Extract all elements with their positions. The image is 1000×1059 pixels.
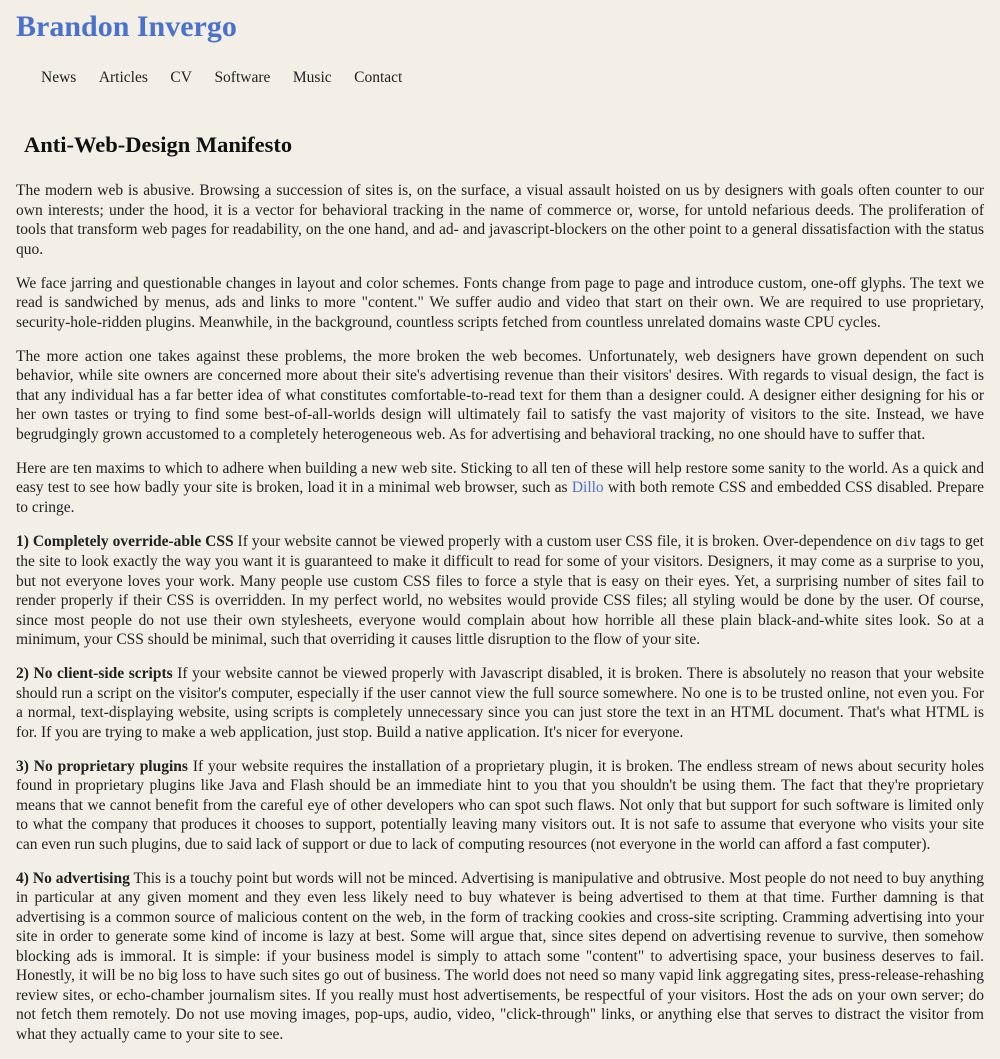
nav-contact[interactable]: Contact	[354, 69, 403, 86]
article-title: Anti-Web-Design Manifesto	[24, 132, 293, 157]
maxim-4-title: 4) No advertising	[16, 869, 130, 887]
nav-articles[interactable]: Articles	[98, 69, 148, 86]
maxim-2-paragraph	[16, 664, 984, 742]
intro-paragraph: The modern web is abusive. Browsing a succession of sites is, on the surface, a visual assault hoisted on us by designers with goals often counter to our own interests; under the hood, it is a vector for behavioral tracking in the name of commerce or, worse, for untold nefarious deeds. The proliferation of tools that transform web pages for readability, on the one hand, and ad- and javascript-blockers on the other point to a general dissatisfaction with the status quo.	[16, 182, 984, 258]
maxims-intro-text-end: with both remote CSS and embedded CSS disabled. Prepare to cringe.	[16, 479, 984, 516]
maxims-intro-paragraph	[16, 459, 984, 518]
div-code: div	[895, 534, 917, 549]
maxim-3-text: If your website requires the installation of a proprietary plugin, it is broken. The endless stream of news about security holes found in proprietary plugins like Java and Flash should be an immediate hint to you that you shouldn't be using them. The fact that they're proprietary means that we cannot benefit from the careful eye of other developers who can spot such flaws. Not only that but support for such software is limited only to what the company that produces it chooses to support, potentially leaving many visitors out. It is not safe to assume that everyone who visits your site can even run such plugins, due to said lack of support or due to lack of computing resources (not everyone in the world can afford a fast computer).	[16, 757, 984, 853]
article-body	[16, 181, 984, 1059]
maxim-4-paragraph	[16, 869, 984, 1045]
maxim-4-text: This is a touchy point but words will not be minced. Advertising is manipulative and obtrusive. Most people do not need to buy anything in particular at any given moment and they even less likely need to buy whatever is being advertised to them at that time. Further damning is that advertising is a common source of malicious content on the web, in the form of tracking cookies and cross-site scripting. Cramming advertising into your site in order to generate some kind of income is lazy at best. Some will argue that, since sites depend on advertising revenue to survive, then somehow blocking ads is immoral. It is simple: if your business model is simply to attach some "content" to advertising space, your business deserves to fail. Honestly, it will be no big loss to have such sites go out of business. The world does not need so many vapid link aggregating sites, press-release-rehashing review sites, or echo-chamber journalism sites. If you really must host advertisements, be respectful of your visitors. Host the ads on your own server; do not fetch them remotely. Do not use moving images, pop-ups, audio, video, "click-through" links, or anything else that serves to distract the visitor from what they actually came to your site to see.	[16, 869, 984, 1043]
maxim-1-text: If your website cannot be viewed properly with a custom user CSS file, it is broken. Over-dependence on	[233, 532, 896, 550]
nav-news[interactable]: News	[41, 69, 77, 86]
intro-paragraph: We face jarring and questionable changes in layout and color schemes. Fonts change from page to page and introduce custom, one-off glyphs. The text we read is sandwiched by menus, ads and links to more "content." We suffer audio and video that start on their own. We are required to use proprietary, security-hole-ridden plugins. Meanwhile, in the background, countless scripts fetched from countless unrelated domains waste CPU cycles.	[16, 274, 984, 331]
maxim-3-title: 3) No proprietary plugins	[16, 757, 188, 775]
maxim-1-paragraph	[16, 532, 984, 650]
nav-cv[interactable]: CV	[170, 69, 192, 86]
maxims-intro-text: Here are ten maxims to which to adhere when building a new web site. Sticking to all ten of these will help restore some sanity to the world. As a quick and easy test to see how badly your site is broken, load it in a minimal web browser, such as	[16, 459, 984, 496]
intro-paragraph: The more action one takes against these problems, the more broken the web becomes. Unfortunately, web designers have grown dependent on such behavior, while site owners are concerned more about their site's advertising revenue than their visitors' desires. With regards to visual design, the fact is that any individual has a far better idea of what constitutes comfortable-to-read text for them than a designer could. A designer either designing for his or her own tastes or trying to find some best-of-all-worlds design will ultimately fail to satisfy the vast majority of visitors to the site. Instead, we have begrudgingly grown accustomed to a completely heterogeneous web. As for advertising and behavioral tracking, no one should have to suffer that.	[16, 347, 984, 443]
maxim-2-text: If your website cannot be viewed properly with Javascript disabled, it is broken. There is absolutely no reason that your website should run a script on the visitor's computer, especially if the user cannot view the full source somewhere. No one is to be trusted online, not even you. For a normal, text-displaying website, using scripts is completely unnecessary since you can just store the text in an HTML document. That's what HTML is for. If you are trying to make a web application, just stop. Build a native application. It's nicer for everyone.	[16, 665, 984, 741]
maxim-1-title: 1) Completely override-able CSS	[16, 532, 234, 550]
nav-music[interactable]: Music	[292, 69, 332, 86]
maxim-1-text-end: tags to get the site to look exactly the way you want it is guaranteed to make it difficult to read for some of your visitors. Designers, it may come as a surprise to you, but not everyone loves your work. Many people use custom CSS files to force a style that is easy on their eyes. Yet, a surprising number of sites fail to render properly if their CSS is overridden. In my perfect world, no websites would provide CSS files; all styling would be done by the user. Of course, since most people do not use their own stylesheets, everyone would complain about how horrible all these plain black-and-white sites look. So at a minimum, your CSS should be minimal, such that overriding it causes little disruption to the flow of your site.	[16, 532, 984, 648]
dillo-link[interactable]: Dillo	[571, 479, 604, 496]
maxim-3-paragraph	[16, 757, 984, 855]
maxim-2-title: 2) No client-side scripts	[16, 665, 173, 682]
nav-software[interactable]: Software	[214, 69, 271, 86]
site-title[interactable]: Brandon Invergo	[16, 10, 237, 43]
main-nav	[41, 67, 425, 89]
